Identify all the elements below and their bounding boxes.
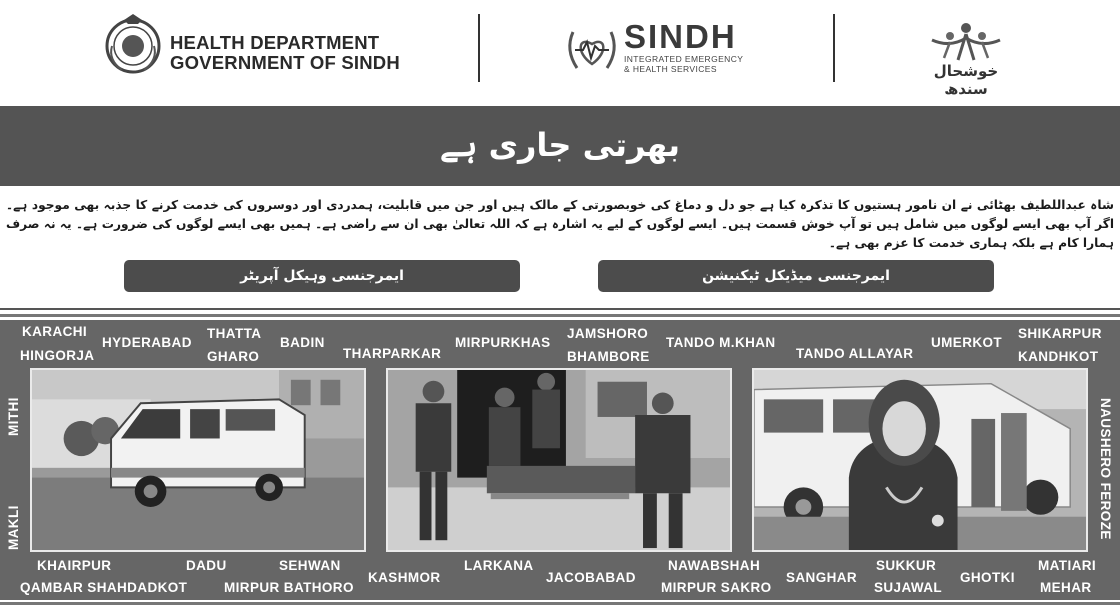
sindh-government-seal-icon bbox=[104, 12, 162, 76]
city-label: KASHMOR bbox=[368, 570, 441, 585]
city-label: QAMBAR SHAHDADKOT bbox=[20, 580, 188, 595]
medical-technician-photo bbox=[752, 368, 1088, 552]
city-label: BHAMBORE bbox=[567, 349, 650, 364]
recruitment-banner bbox=[0, 106, 1120, 186]
header-divider-2 bbox=[833, 14, 835, 82]
divider-line bbox=[0, 308, 1120, 310]
city-label: NAUSHERO FEROZE bbox=[1098, 398, 1113, 540]
districts-panel bbox=[0, 320, 1120, 600]
city-label: THARPARKAR bbox=[343, 346, 442, 361]
city-label: BADIN bbox=[280, 335, 325, 350]
city-label: GHOTKI bbox=[960, 570, 1015, 585]
city-label: UMERKOT bbox=[931, 335, 1003, 350]
city-label: HYDERABAD bbox=[102, 335, 192, 350]
job-vehicle-operator[interactable]: ایمرجنسی وہیکل آپریٹر bbox=[124, 260, 520, 292]
header bbox=[0, 0, 1120, 104]
bottom-divider bbox=[0, 602, 1120, 605]
city-label: SEHWAN bbox=[279, 558, 341, 573]
job-medical-technician[interactable]: ایمرجنسی میڈیکل ٹیکنیشن bbox=[598, 260, 994, 292]
city-label: MIRPUR SAKRO bbox=[661, 580, 772, 595]
city-label: GHARO bbox=[207, 349, 260, 364]
khushal-sindh-text: خوشحال سندھ bbox=[933, 62, 999, 98]
city-label: MEHAR bbox=[1040, 580, 1092, 595]
sindh-subtitle bbox=[624, 55, 743, 74]
city-label: HINGORJA bbox=[20, 348, 95, 363]
department-line-1: HEALTH DEPARTMENT bbox=[170, 32, 380, 53]
medical-technician-image-icon bbox=[754, 370, 1086, 550]
city-label: JAMSHORO bbox=[567, 326, 649, 341]
banner-title: بھرتی جاری ہے bbox=[439, 126, 681, 164]
rescue-team-photo bbox=[386, 368, 732, 552]
ambulance-image-icon bbox=[32, 370, 364, 550]
city-label: KANDHKOT bbox=[1018, 349, 1099, 364]
city-label: MAKLI bbox=[6, 505, 21, 550]
city-label: SUJAWAL bbox=[874, 580, 943, 595]
sindh-ems-logo-icon bbox=[563, 20, 621, 78]
city-label: TANDO ALLAYAR bbox=[796, 346, 914, 361]
city-label: JACOBABAD bbox=[546, 570, 636, 585]
city-label: LARKANA bbox=[464, 558, 534, 573]
city-label: KARACHI bbox=[22, 324, 88, 339]
city-label: TANDO M.KHAN bbox=[666, 335, 776, 350]
city-label: MIRPUR BATHORO bbox=[224, 580, 354, 595]
department-name bbox=[170, 33, 400, 73]
city-label: THATTA bbox=[207, 326, 262, 341]
city-label: DADU bbox=[186, 558, 227, 573]
sindh-title: SINDH bbox=[624, 18, 737, 55]
divider-line-2 bbox=[0, 314, 1120, 317]
city-label: NAWABSHAH bbox=[668, 558, 761, 573]
city-label: MIRPURKHAS bbox=[455, 335, 551, 350]
city-label: SANGHAR bbox=[786, 570, 858, 585]
header-divider bbox=[478, 14, 480, 82]
sindh-subtitle-line-1: INTEGRATED EMERGENCY bbox=[624, 54, 744, 64]
city-label: SUKKUR bbox=[876, 558, 937, 573]
ambulance-photo bbox=[30, 368, 366, 552]
intro-paragraph: شاہ عبداللطیف بھٹائی نے ان نامور ہستیوں کا تذکرہ کیا ہے جو دل و دماغ کی خوبصورتی کے مالک ہیں اور جن میں قابلیت، ہمدردی اور دوسروں کی خدمت کرنے کا جذبہ بھی موجود ہے۔ اگر آپ بھی ایسے لوگوں میں شامل ہیں تو آپ خوش قسمت ہیں۔ ایسے لوگوں کے لیے یہ اشارہ ہے کہ اللہ تعالیٰ بھی ان سے راضی ہے۔ ہمیں بھی ایسے لوگوں کی ضرورت ہے۔ یہ نہ صرف ہمارا کام ہے بلکہ ہماری خدمت کا عزم بھی ہے۔ bbox=[6, 198, 1114, 250]
department-line-2: GOVERNMENT OF SINDH bbox=[170, 52, 400, 73]
sindh-subtitle-line-2: & HEALTH SERVICES bbox=[624, 63, 717, 74]
rescue-team-image-icon bbox=[388, 370, 730, 550]
city-label: MITHI bbox=[6, 397, 21, 436]
khushal-sindh-logo-icon bbox=[928, 18, 1004, 64]
city-label: SHIKARPUR bbox=[1018, 326, 1102, 341]
city-label: KHAIRPUR bbox=[37, 558, 112, 573]
city-label: MATIARI bbox=[1038, 558, 1097, 573]
